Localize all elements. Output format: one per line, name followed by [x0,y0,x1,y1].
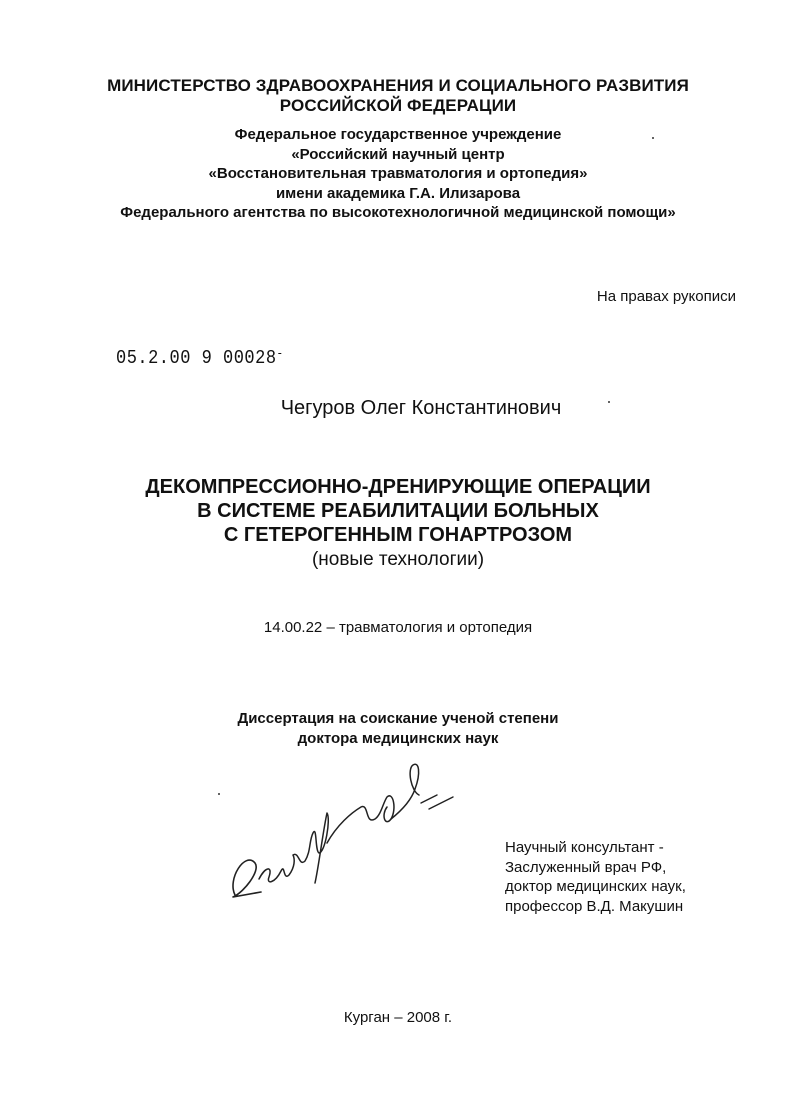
rights-note: На правах рукописи [596,288,736,305]
degree-line: Диссертация на соискание ученой степени [237,710,559,727]
speck-mark [608,401,610,403]
city-year: Курган – 2008 г. [343,1009,453,1026]
author-name: Чегуров Олег Константинович [280,397,562,419]
registry-number: 05.2.00 9 00028 [116,348,277,370]
title-line: С ГЕТЕРОГЕННЫМ ГОНАРТРОЗОМ [223,524,573,546]
institution-line: имени академика Г.А. Илизарова [275,184,521,202]
ministry-heading [0,76,796,116]
dissertation-title [0,475,796,547]
scientific-consultant [505,838,686,916]
consultant-line: доктор медицинских наук, [505,878,686,895]
consultant-line: Заслуженный врач РФ, [505,858,667,876]
title-line: ДЕКОМПРЕССИОННО-ДРЕНИРУЮЩИЕ ОПЕРАЦИИ [145,476,651,498]
degree-line: доктора медицинских наук [297,730,499,747]
institution-line: Федеральное государственное учреждение [234,126,562,143]
consultant-line: профессор В.Д. Макушин [505,897,684,915]
author-signature [215,755,475,925]
title-line: В СИСТЕМЕ РЕАБИЛИТАЦИИ БОЛЬНЫХ [197,500,599,522]
institution-line: «Восстановительная травматология и ортопедия» [208,165,588,182]
degree-statement [0,709,796,749]
dissertation-subtitle: (новые технологии) [311,549,485,570]
ministry-line: МИНИСТЕРСТВО ЗДРАВООХРАНЕНИЯ И СОЦИАЛЬНОГО РАЗВИТИЯ [107,76,689,95]
institution-line: Федерального агентства по высокотехнологичной медицинской помощи» [120,204,676,221]
registry-number-stamp: 05.2.00 9 00028- [116,348,284,370]
institution-line: «Российский научный центр [291,145,505,163]
ministry-line: РОССИЙСКОЙ ФЕДЕРАЦИИ [279,96,517,115]
speck-mark [652,137,654,139]
institution-block [0,125,796,223]
consultant-line: Научный консультант - [505,839,664,856]
specialty-code: 14.00.22 – травматология и ортопедия [263,619,533,636]
